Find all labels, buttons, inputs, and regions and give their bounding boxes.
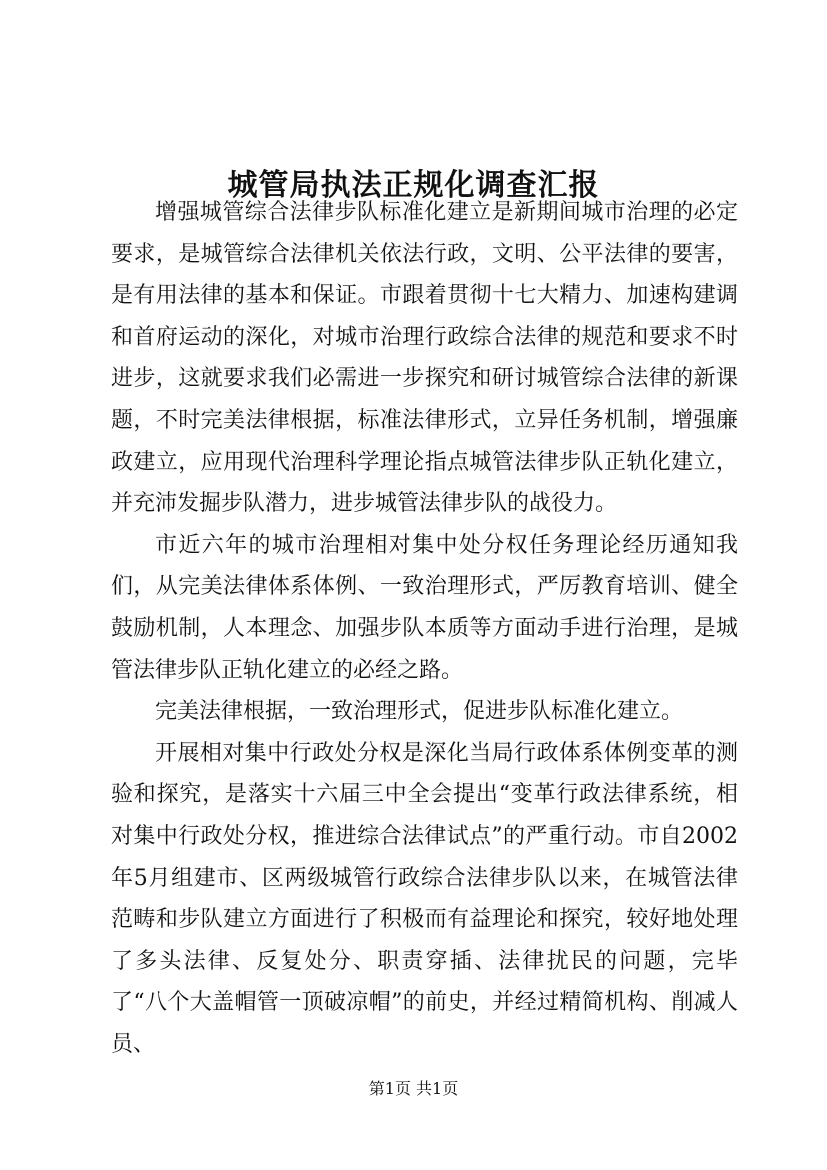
- paragraph-2: 市近六年的城市治理相对集中处分权任务理论经历通知我们，从完美法律体系体例、一致治理形式，严厉教育培训、健全鼓励机制，人本理念、加强步队本质等方面动手进行治理，是城管法律步队正轨化建立的必经之路。: [111, 532, 738, 683]
- page-number-label: 第1页 共1页: [368, 1079, 459, 1098]
- paragraph-4: 开展相对集中行政处分权是深化当局行政体系体例变革的测验和探究，是落实十六届三中全会提出“变革行政法律系统，相对集中行政处分权，推进综合法律试点”的严重行动。市自2002年5月组建市、区两级城管行政综合法律步队以来，在城管法律范畴和步队建立方面进行了积极而有益理论和探究，较好地处理了多头法律、反复处分、职责穿插、法律扰民的问题，完毕了“八个大盖帽管一顶破凉帽”的前史，并经过精简机构、削减人员、: [111, 740, 738, 1057]
- paragraph-3: 完美法律根据，一致治理形式，促进步队标准化建立。: [155, 699, 684, 725]
- paragraph-1: 增强城管综合法律步队标准化建立是新期间城市治理的必定要求，是城管综合法律机关依法行政，文明、公平法律的要害，是有用法律的基本和保证。市跟着贯彻十七大精力、加速构建调和首府运动的深化，对城市治理行政综合法律的规范和要求不时进步，这就要求我们必需进一步探究和研讨城管综合法律的新课题，不时完美法律根据，标准法律形式，立异任务机制，增强廉政建立，应用现代治理科学理论指点城管法律步队正轨化建立，并充沛发掘步队潜力，进步城管法律步队的战役力。: [111, 200, 738, 517]
- document-body: [111, 192, 738, 1065]
- document-title: 城管局执法正规化调查汇报: [227, 168, 600, 204]
- page-footer: [0, 1078, 827, 1100]
